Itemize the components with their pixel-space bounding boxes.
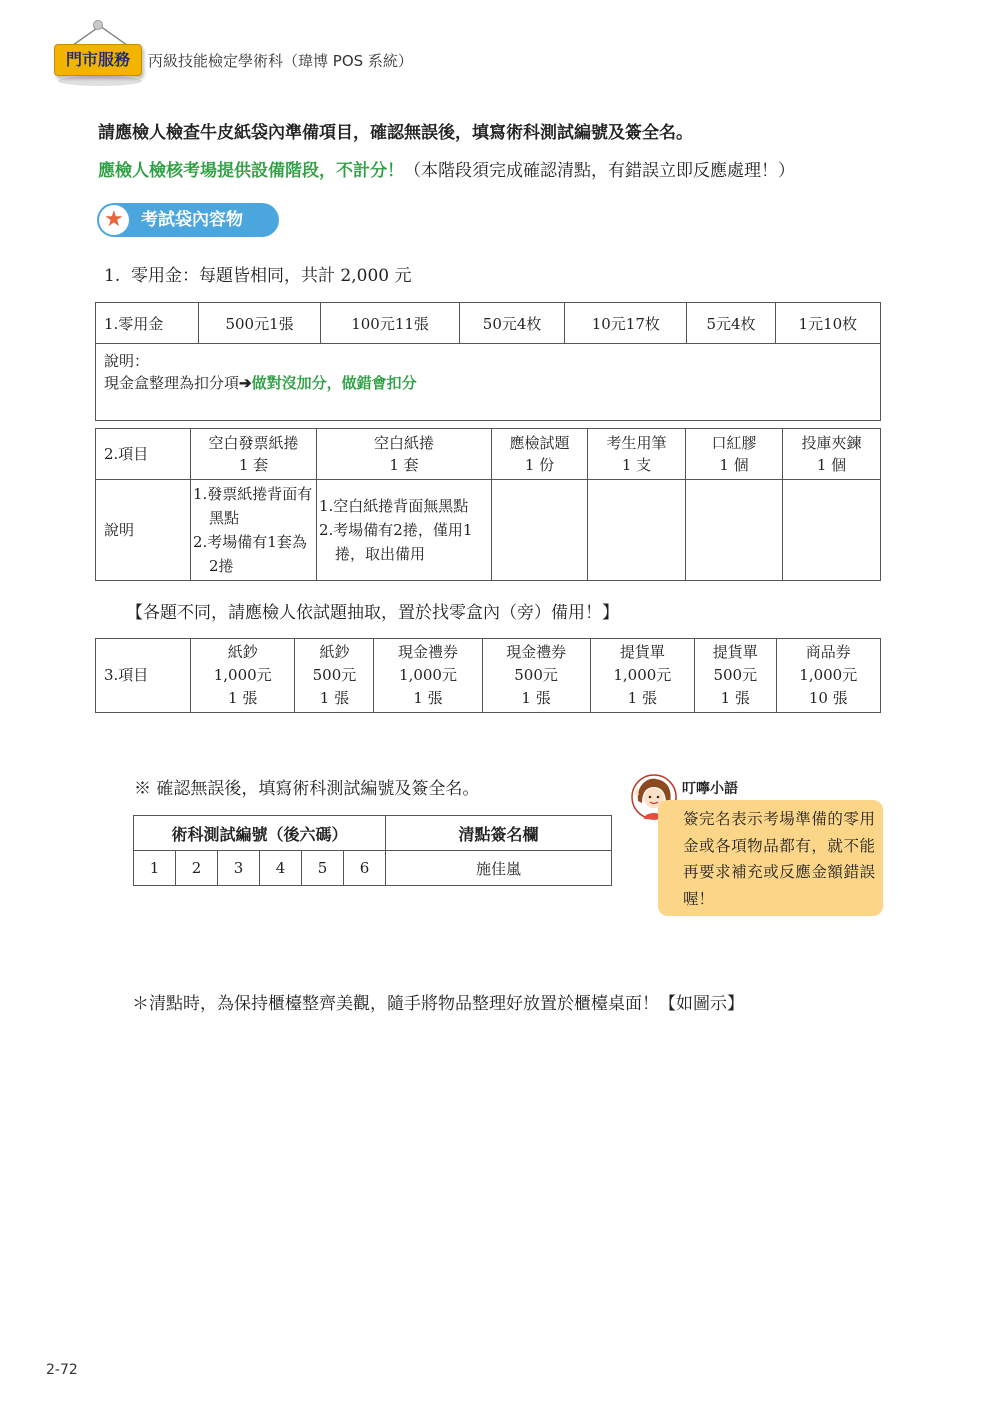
instruction-line-1: 請應檢人檢查牛皮紙袋內準備項目，確認無誤後，填寫術科測試編號及簽全名。: [98, 123, 693, 143]
table-cell: 500元1張: [199, 303, 321, 344]
bracket-note: 【各題不同，請應檢人依試題抽取，置於找零盒內（旁）備用！】: [126, 603, 619, 623]
voucher-name: 紙鈔: [319, 643, 350, 661]
sign-nail-icon: [93, 20, 103, 30]
voucher-cell: [590, 639, 694, 713]
exam-digit: 1: [134, 851, 176, 886]
header-qty: 1 個: [719, 456, 749, 474]
header-qty: 1 支: [621, 456, 652, 474]
desc-cell: [686, 480, 783, 581]
header-qty: 1 個: [816, 456, 847, 474]
instruction-rest: （本階段須完成確認清點，有錯誤立即反應處理！）: [404, 161, 795, 181]
table-cell: 50元4枚: [460, 303, 565, 344]
instruction-line-2: [98, 156, 795, 181]
item1-line: 1. 零用金：每題皆相同，共計 2,000 元: [104, 266, 412, 286]
header-qty: 1 套: [238, 456, 269, 474]
desc-cell: [783, 480, 881, 581]
header-name: 投庫夾鍊: [801, 434, 862, 452]
signature-value: 施佳嵐: [386, 851, 612, 886]
voucher-qty: 10 張: [808, 689, 848, 707]
voucher-name: 商品券: [805, 643, 851, 661]
voucher-qty: 1 張: [627, 689, 657, 707]
voucher-name: 現金禮券: [398, 643, 459, 661]
desc-cell: [588, 480, 686, 581]
voucher-qty: 1 張: [228, 689, 258, 707]
voucher-cell: [191, 639, 295, 713]
header-name: 空白紙捲: [373, 434, 434, 452]
voucher-value: 500元: [713, 666, 758, 684]
voucher-value: 1,000元: [613, 666, 672, 684]
note-text: 現金盒整理為扣分項: [104, 374, 240, 392]
header-name: 口紅膠: [711, 434, 757, 452]
voucher-qty: 1 張: [319, 689, 350, 707]
desc-cell: [191, 480, 317, 581]
table-cell: 5元4枚: [687, 303, 775, 344]
table-cell: 100元11張: [321, 303, 460, 344]
desc-item: 1.空白紙捲背面無黑點: [319, 497, 469, 515]
items-table: [95, 428, 881, 581]
signature-header: 清點簽名欄: [386, 816, 612, 851]
reminder-title: 叮嚀小語: [682, 781, 738, 797]
voucher-cell: [482, 639, 590, 713]
header-name: 考生用筆: [606, 434, 667, 452]
voucher-value: 1,000元: [399, 666, 457, 684]
page-number: 2-72: [46, 1362, 78, 1378]
voucher-value: 1,000元: [213, 666, 272, 684]
section-badge-label: 考試袋內容物: [141, 210, 243, 230]
table-header: [317, 429, 492, 480]
sign-shadow: [58, 76, 142, 86]
table-cell: 1元10枚: [775, 303, 880, 344]
desc-item: 1.發票紙捲背面有黑點: [193, 485, 313, 527]
voucher-name: 提貨單: [712, 643, 758, 661]
note-label: 說明：: [104, 352, 150, 370]
exam-digit: 6: [344, 851, 386, 886]
exam-digit: 2: [176, 851, 218, 886]
voucher-qty: 1 張: [720, 689, 750, 707]
table-label: 2.項目: [96, 429, 191, 480]
exam-digit: 4: [260, 851, 302, 886]
exam-digit: 3: [218, 851, 260, 886]
header-title: 丙級技能檢定學術科（瑋博 POS 系統）: [148, 52, 413, 70]
voucher-value: 500元: [312, 666, 357, 684]
exam-digit: 5: [302, 851, 344, 886]
header-name: 空白發票紙捲: [208, 434, 299, 452]
instruction-highlight: 應檢人檢核考場提供設備階段，不計分！: [98, 161, 404, 181]
category-sign: 門市服務: [54, 44, 142, 76]
table-note: [96, 344, 881, 421]
table-header: [783, 429, 881, 480]
voucher-cell: [295, 639, 374, 713]
voucher-cell: [374, 639, 482, 713]
table-label: 1.零用金: [96, 303, 199, 344]
table-header: [492, 429, 588, 480]
table-label: 3.項目: [96, 639, 191, 713]
voucher-name: 提貨單: [619, 643, 665, 661]
confirm-note: ※ 確認無誤後，填寫術科測試編號及簽全名。: [134, 779, 480, 799]
table-cell: 10元17枚: [565, 303, 687, 344]
vouchers-table: [95, 638, 881, 713]
table-header: [191, 429, 317, 480]
desc-cell: [317, 480, 492, 581]
arrow-right-icon: ➔: [239, 374, 252, 392]
note-highlight: 做對沒加分，做錯會扣分: [251, 374, 417, 392]
voucher-qty: 1 張: [521, 689, 551, 707]
voucher-qty: 1 張: [413, 689, 443, 707]
table-label: 說明: [96, 480, 191, 581]
reminder-text: 簽完名表示考場準備的零用金或各項物品都有，就不能再要求補充或反應金額錯誤喔！: [683, 810, 875, 908]
header-qty: 1 套: [389, 456, 419, 474]
voucher-cell: [695, 639, 777, 713]
desc-item: 2.考場備有1套為2捲: [193, 533, 307, 575]
exam-number-header: 術科測試編號（後六碼）: [134, 816, 386, 851]
voucher-name: 紙鈔: [227, 643, 258, 661]
table-header: [588, 429, 686, 480]
table-header: [686, 429, 783, 480]
petty-cash-table: [95, 302, 881, 421]
voucher-value: 1,000元: [799, 666, 858, 684]
voucher-name: 現金禮券: [506, 643, 567, 661]
star-icon: ★: [104, 207, 124, 232]
header-qty: 1 份: [524, 456, 555, 474]
voucher-value: 500元: [514, 666, 558, 684]
voucher-cell: [776, 639, 880, 713]
bottom-note: ＊清點時，為保持櫃檯整齊美觀，隨手將物品整理好放置於櫃檯桌面！【如圖示】: [132, 994, 744, 1014]
desc-item: 2.考場備有2捲，僅用1捲，取出備用: [319, 521, 473, 563]
desc-cell: [492, 480, 588, 581]
header-name: 應檢試題: [509, 434, 570, 452]
note-line: [104, 372, 872, 394]
signature-table: [133, 815, 612, 886]
